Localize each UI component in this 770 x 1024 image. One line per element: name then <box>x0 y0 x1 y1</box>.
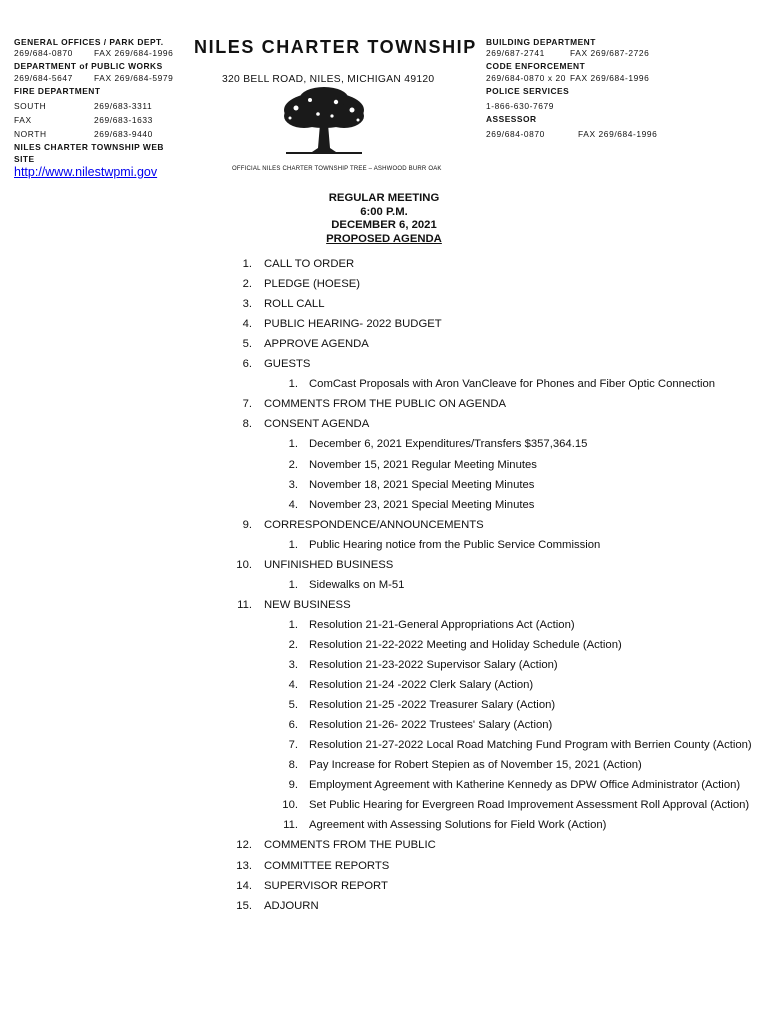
agenda-subitem-number: 4. <box>288 498 298 511</box>
meeting-title-block <box>264 192 504 246</box>
agenda-item-label: CALL TO ORDER <box>264 258 355 270</box>
agenda-subitem <box>276 499 534 511</box>
public-works-heading: DEPARTMENT of PUBLIC WORKS <box>14 61 163 71</box>
agenda-item-number: 6. <box>242 358 252 371</box>
agenda-item-label: SUPERVISOR REPORT <box>264 879 388 892</box>
agenda-item-number: 7. <box>242 398 252 411</box>
page-title: NILES CHARTER TOWNSHIP <box>194 37 477 57</box>
agenda-item-number: 8. <box>242 418 252 431</box>
agenda-subitem <box>276 719 552 731</box>
agenda-subitem-number: 1. <box>288 578 298 591</box>
agenda-item-number: 12. <box>236 839 252 852</box>
website-heading-line2: SITE <box>14 154 35 164</box>
public-works-phone: 269/684-5647 <box>14 73 73 83</box>
agenda-subitem-number: 9. <box>288 779 298 792</box>
agenda-item <box>226 839 436 851</box>
agenda-item-number: 15. <box>236 899 252 912</box>
agenda-item-label: COMMITTEE REPORTS <box>264 859 390 872</box>
agenda-subitem-label: ComCast Proposals with Aron VanCleave for Phones and Fiber Optic Connection <box>309 378 716 391</box>
agenda-item-number: 5. <box>242 338 252 351</box>
agenda-item <box>226 338 369 350</box>
agenda-subitem <box>276 539 600 551</box>
agenda-subitem-number: 3. <box>288 478 298 491</box>
code-enforcement-heading: CODE ENFORCEMENT <box>486 61 586 71</box>
agenda-item <box>226 318 442 330</box>
police-services-heading: POLICE SERVICES <box>486 86 570 96</box>
agenda-subitem-number: 1. <box>288 618 298 631</box>
agenda-subitem-label: Resolution 21-25 -2022 Treasurer Salary (Action) <box>309 699 556 712</box>
oak-tree-icon <box>276 86 372 158</box>
agenda-item-label: CONSENT AGENDA <box>264 418 370 431</box>
agenda-subitem-label: Resolution 21-24 -2022 Clerk Salary (Action) <box>309 679 534 692</box>
agenda-item-label: CORRESPONDENCE/ANNOUNCEMENTS <box>264 518 484 531</box>
agenda-item-label: ADJOURN <box>264 899 319 912</box>
agenda-subitem <box>276 699 555 711</box>
agenda-subitem-number: 8. <box>288 759 298 772</box>
general-offices-heading: GENERAL OFFICES / PARK DEPT. <box>14 37 164 47</box>
agenda-item-label: APPROVE AGENDA <box>264 338 369 351</box>
agenda-subitem-number: 2. <box>288 458 298 471</box>
assessor-heading: ASSESSOR <box>486 114 537 124</box>
code-enforcement-phone: 269/684-0870 x 20 <box>486 73 567 83</box>
agenda-item <box>226 880 388 892</box>
agenda-subitem-label: November 18, 2021 Special Meeting Minutes <box>309 478 535 491</box>
agenda-item-label: COMMENTS FROM THE PUBLIC <box>264 839 436 852</box>
agenda-item-number: 9. <box>242 518 252 531</box>
agenda-item-number: 13. <box>236 859 252 872</box>
agenda-subitem <box>276 739 752 751</box>
agenda-subitem-label: Employment Agreement with Katherine Kennedy as DPW Office Administrator (Action) <box>309 779 741 792</box>
agenda-subitem <box>276 619 575 631</box>
logo-caption: OFFICIAL NILES CHARTER TOWNSHIP TREE – ASHWOOD BURR OAK <box>232 166 442 172</box>
assessor-phone: 269/684-0870 <box>486 129 545 139</box>
agenda-item-number: 11. <box>237 598 252 611</box>
fire-row-phone: 269/683-3311 <box>94 101 153 111</box>
agenda-subitem <box>276 459 537 471</box>
agenda-item <box>226 900 319 912</box>
agenda-item <box>226 358 310 370</box>
agenda-subitem-label: November 23, 2021 Special Meeting Minutes <box>309 498 535 511</box>
agenda-subitem <box>276 759 642 771</box>
agenda-subitem <box>276 779 740 791</box>
code-enforcement-fax: FAX 269/684-1996 <box>570 73 650 83</box>
agenda-item-label: NEW BUSINESS <box>264 598 351 611</box>
agenda-subitem-number: 2. <box>288 638 298 651</box>
agenda-subitem-label: Resolution 21-21-General Appropriations Act (Action) <box>309 618 575 631</box>
meeting-type: REGULAR MEETING <box>328 192 440 204</box>
agenda-subitem <box>276 659 558 671</box>
agenda-subitem-number: 7. <box>288 739 298 752</box>
agenda-subitem-number: 4. <box>288 679 298 692</box>
agenda-subitem-number: 1. <box>288 438 298 451</box>
building-department-phone: 269/687-2741 <box>486 48 545 58</box>
agenda-item-number: 3. <box>242 298 252 311</box>
fire-row-phone: 269/683-1633 <box>94 115 153 125</box>
website-link[interactable]: http://www.nilestwpmi.gov <box>14 165 158 179</box>
agenda-subitem <box>276 799 749 811</box>
agenda-subitem-number: 6. <box>288 719 298 732</box>
agenda-subitem <box>276 679 533 691</box>
police-services-phone: 1-866-630-7679 <box>486 101 555 111</box>
public-works-fax: FAX 269/684-5979 <box>94 73 174 83</box>
agenda-subitem-label: Resolution 21-23-2022 Supervisor Salary (Action) <box>309 659 558 671</box>
fire-department-heading: FIRE DEPARTMENT <box>14 86 101 96</box>
fire-row-phone: 269/683-9440 <box>94 129 153 139</box>
agenda-subitem-number: 5. <box>288 699 298 712</box>
agenda-subitem-label: Public Hearing notice from the Public Service Commission <box>309 538 601 551</box>
agenda-subitem-label: Pay Increase for Robert Stepien as of November 15, 2021 (Action) <box>309 759 642 772</box>
meeting-date: DECEMBER 6, 2021 <box>331 219 437 231</box>
agenda-subitem-number: 1. <box>288 538 298 551</box>
agenda-item-label: PLEDGE (HOESE) <box>264 278 361 291</box>
agenda-item-number: 14. <box>236 879 252 892</box>
agenda-subitem-label: Sidewalks on M-51 <box>309 578 405 591</box>
agenda-item <box>226 258 354 270</box>
agenda-item <box>226 418 369 430</box>
agenda-item-number: 10. <box>236 558 252 571</box>
agenda-item-number: 2. <box>242 278 252 291</box>
agenda-subitem <box>276 479 534 491</box>
agenda-subitem-number: 3. <box>288 659 298 671</box>
agenda-subitem-label: December 6, 2021 Expenditures/Transfers $357,364.15 <box>309 438 588 451</box>
building-department-fax: FAX 269/687-2726 <box>570 48 650 58</box>
agenda-item-label: PUBLIC HEARING- 2022 BUDGET <box>264 318 442 331</box>
agenda-subitem-number: 1. <box>288 378 298 391</box>
agenda-item <box>226 398 506 410</box>
agenda-subitem <box>276 579 404 591</box>
agenda-subitem <box>276 378 715 390</box>
fire-row-label: SOUTH <box>14 101 47 111</box>
website-heading-line1: NILES CHARTER TOWNSHIP WEB <box>14 142 164 152</box>
agenda-item <box>226 519 484 531</box>
fire-row-label: NORTH <box>14 129 47 139</box>
agenda-subitem-label: Resolution 21-26- 2022 Trustees' Salary (Action) <box>309 719 553 732</box>
general-offices-fax: FAX 269/684-1996 <box>94 48 174 58</box>
agenda-item-number: 4. <box>242 318 252 331</box>
agenda-subitem-label: Agreement with Assessing Solutions for Field Work (Action) <box>309 819 607 832</box>
agenda-item <box>226 298 325 310</box>
agenda-item <box>226 559 393 571</box>
agenda-subitem <box>276 639 622 651</box>
agenda-item-number: 1. <box>242 258 252 270</box>
agenda-item <box>226 278 360 290</box>
agenda-subitem-label: November 15, 2021 Regular Meeting Minutes <box>309 458 537 471</box>
agenda-subitem-number: 10. <box>282 799 298 812</box>
agenda-heading: PROPOSED AGENDA <box>326 232 442 245</box>
agenda-item-label: UNFINISHED BUSINESS <box>264 558 394 571</box>
agenda-subitem <box>276 438 587 450</box>
agenda-subitem-number: 11. <box>283 819 298 832</box>
agenda-subitem-label: Resolution 21-27-2022 Local Road Matching Fund Program with Berrien County (Action) <box>309 739 752 752</box>
building-department-heading: BUILDING DEPARTMENT <box>486 37 596 47</box>
agenda-subitem <box>276 819 606 831</box>
agenda-item <box>226 599 351 611</box>
assessor-fax: FAX 269/684-1996 <box>578 129 658 139</box>
agenda-item-label: COMMENTS FROM THE PUBLIC ON AGENDA <box>264 398 507 411</box>
agenda-subitem-label: Set Public Hearing for Evergreen Road Improvement Assessment Roll Approval (Action) <box>309 799 750 812</box>
agenda-subitem-label: Resolution 21-22-2022 Meeting and Holiday Schedule (Action) <box>309 638 622 651</box>
agenda-item-label: GUESTS <box>264 358 311 371</box>
general-offices-phone: 269/684-0870 <box>14 48 73 58</box>
agenda-item-label: ROLL CALL <box>264 298 325 311</box>
meeting-time: 6:00 P.M. <box>360 205 408 218</box>
township-address: 320 BELL ROAD, NILES, MICHIGAN 49120 <box>222 74 435 85</box>
agenda-item <box>226 860 389 872</box>
fire-row-label: FAX <box>14 115 32 125</box>
